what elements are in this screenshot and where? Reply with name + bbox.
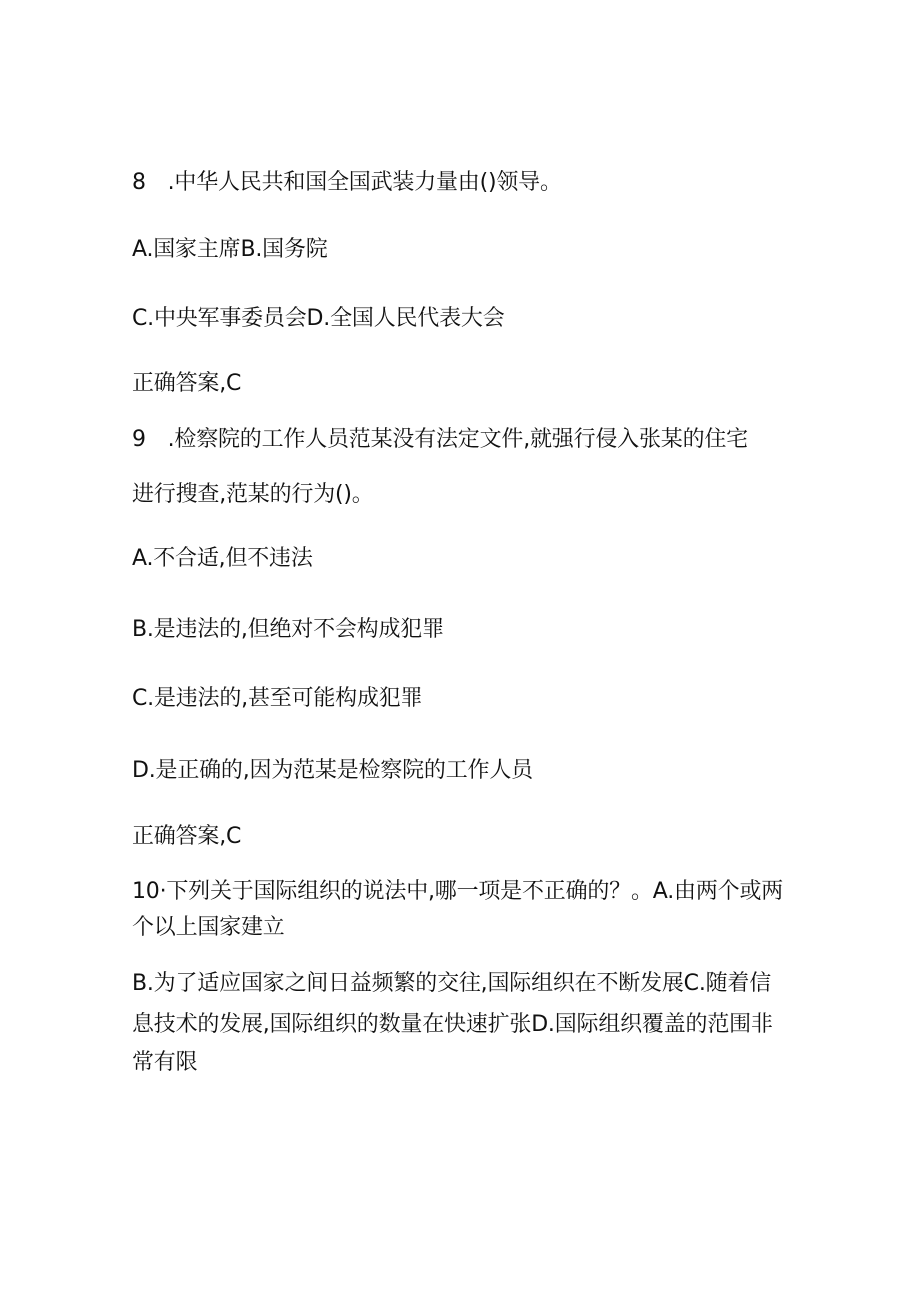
q10-options-line-2: 息技术的发展,国际组织的数量在快速扩张D.国际组织覆盖的范围非 [132,1012,773,1037]
q9-option-b: B.是违法的,但绝对不会构成犯罪 [132,617,444,642]
q9-option-d: D.是正确的,因为范某是检察院的工作人员 [132,758,533,783]
q9-option-c: C.是违法的,甚至可能构成犯罪 [132,686,423,711]
q8-option-ab: A.国家主席B.国务院 [132,237,328,262]
q10-stem-line-2: 个以上国家建立 [132,915,285,940]
q9-stem-line-2: 进行搜查,范某的行为()。 [132,482,374,507]
q8-stem: 8 .中华人民共和国全国武装力量由()领导。 [132,170,562,195]
q8-answer: 正确答案,C [132,371,242,396]
q10-options-line-1: B.为了适应国家之间日益频繁的交往,国际组织在不断发展C.随着信 [132,971,772,996]
q10-stem-line-1: 10·下列关于国际组织的说法中,哪一项是不正确的？。A.由两个或两 [132,879,784,904]
q8-option-cd: C.中央军事委员会D.全国人民代表大会 [132,306,505,331]
q9-option-a: A.不合适,但不违法 [132,546,313,571]
q9-answer: 正确答案,C [132,824,242,849]
q10-options-line-3: 常有限 [132,1050,198,1075]
q9-stem-line-1: 9 .检察院的工作人员范某没有法定文件,就强行侵入张某的住宅 [132,427,748,452]
